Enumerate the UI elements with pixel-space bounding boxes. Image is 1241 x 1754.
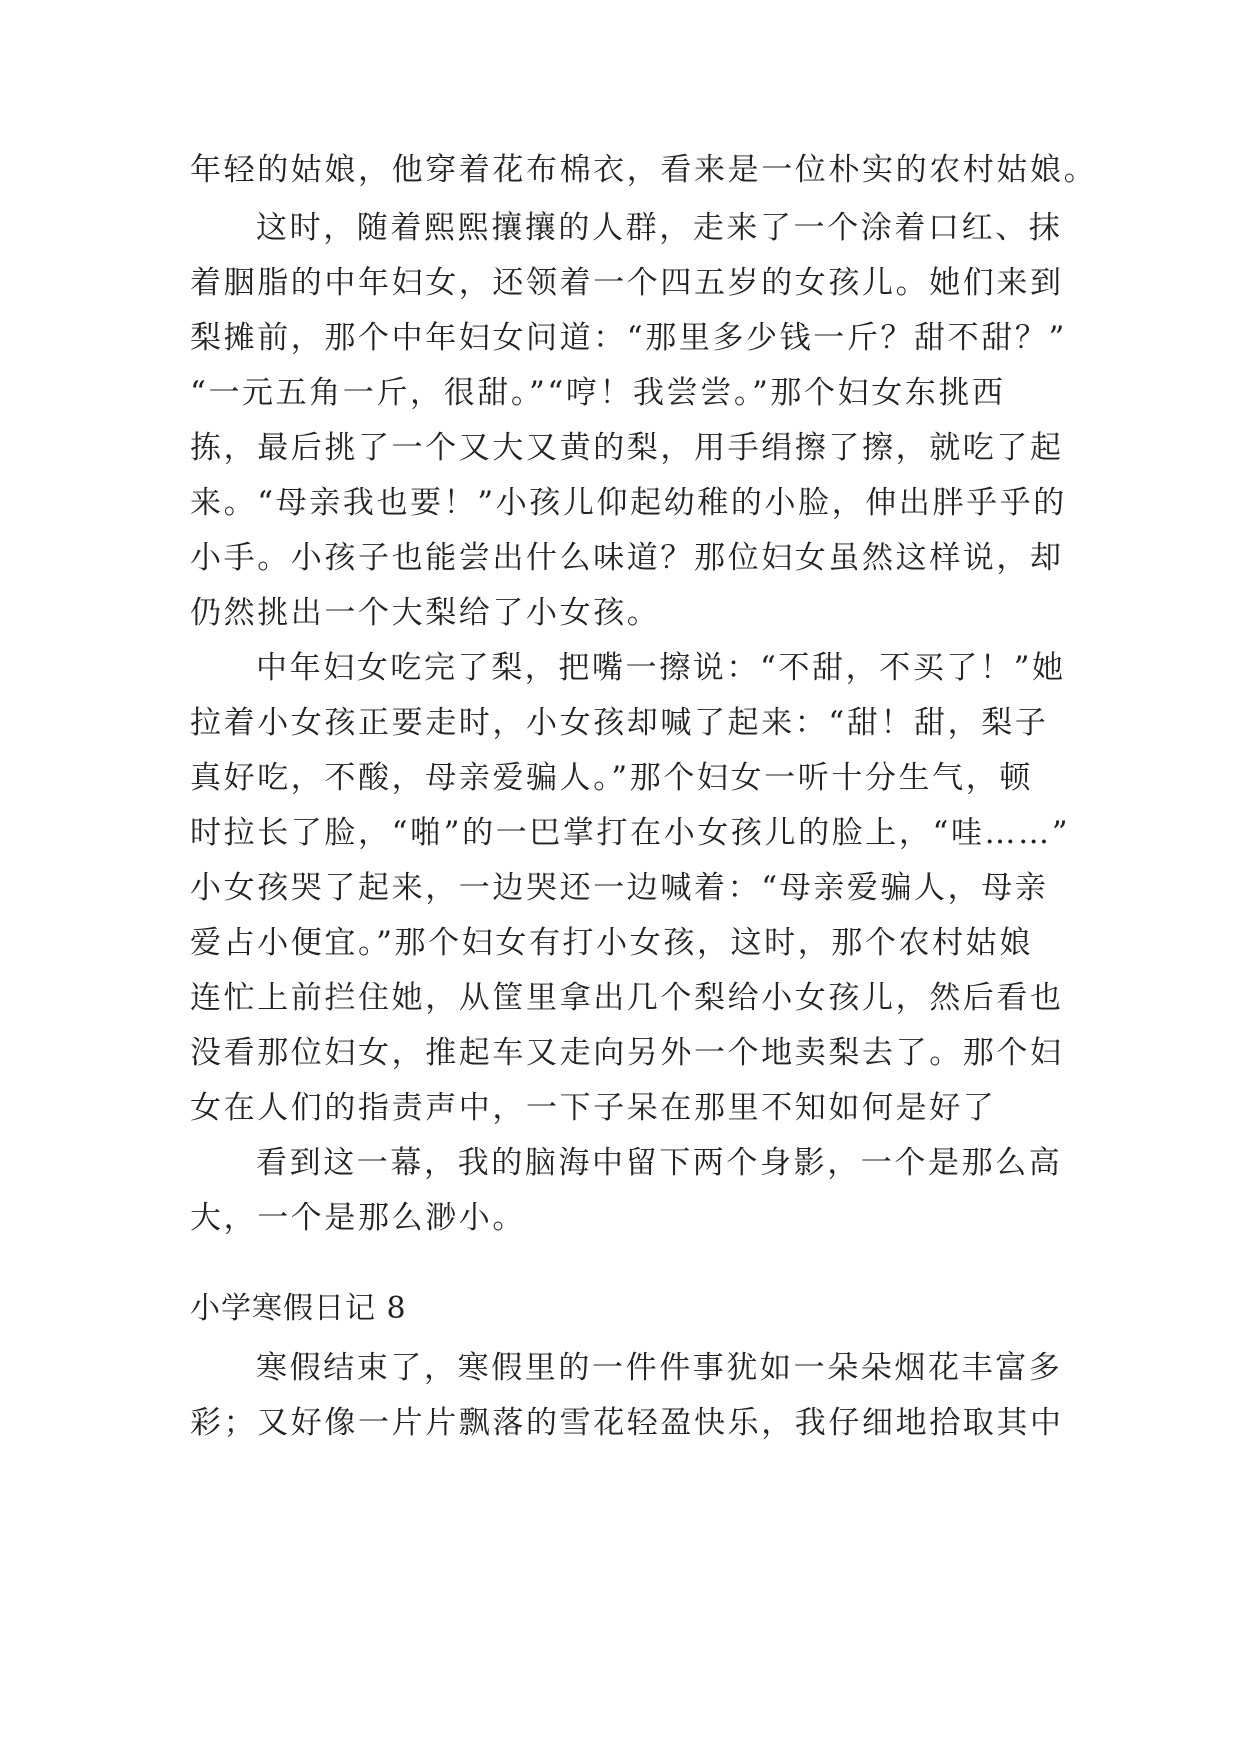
text-line: 没看那位妇女，推起车又走向另外一个地卖梨去了。那个妇 <box>190 1035 1064 1071</box>
text-line: 着胭脂的中年妇女，还领着一个四五岁的女孩儿。她们来到 <box>190 265 1064 301</box>
text-line: 拣，最后挑了一个又大又黄的梨，用手绢擦了擦，就吃了起 <box>190 430 1064 466</box>
text-line: 大，一个是那么渺小。 <box>190 1200 526 1236</box>
paragraph-first-line: 看到这一幕，我的脑海中留下两个身影，一个是那么高 <box>256 1145 1063 1181</box>
text-line: 拉着小女孩正要走时，小女孩却喊了起来：“甜！甜，梨子 <box>190 705 1049 741</box>
text-line: 时拉长了脸，“啪”的一巴掌打在小女孩儿的脸上，“哇……” <box>190 815 1071 851</box>
text-line: 来。“母亲我也要！”小孩儿仰起幼稚的小脸，伸出胖乎乎的 <box>190 485 1067 521</box>
text-line: 真好吃，不酸，母亲爱骗人。”那个妇女一听十分生气，顿 <box>190 760 1033 796</box>
text-line: 爱占小便宜。”那个妇女有打小女孩，这时，那个农村姑娘 <box>190 925 1033 961</box>
text-line: 女在人们的指责声中，一下子呆在那里不知如何是好了 <box>190 1090 997 1126</box>
paragraph-first-line: 寒假结束了，寒假里的一件件事犹如一朵朵烟花丰富多 <box>256 1350 1063 1386</box>
section-title: 小学寒假日记 8 <box>190 1291 407 1326</box>
paragraph-first-line: 中年妇女吃完了梨，把嘴一擦说：“不甜，不买了！”她 <box>256 650 1066 686</box>
paragraph-first-line: 这时，随着熙熙攘攘的人群，走来了一个涂着口红、抹 <box>256 210 1063 246</box>
text-line: 年轻的姑娘，他穿着花布棉衣，看来是一位朴实的农村姑娘。 <box>190 152 1098 188</box>
text-line: 连忙上前拦住她，从筐里拿出几个梨给小女孩儿，然后看也 <box>190 980 1064 1016</box>
text-line: 彩；又好像一片片飘落的雪花轻盈快乐，我仔细地拾取其中 <box>190 1405 1064 1441</box>
text-line: 小女孩哭了起来，一边哭还一边喊着：“母亲爱骗人，母亲 <box>190 870 1049 906</box>
text-line: 仍然挑出一个大梨给了小女孩。 <box>190 595 661 631</box>
text-line: “一元五角一斤，很甜。”“哼！我尝尝。”那个妇女东挑西 <box>190 375 1006 411</box>
text-line: 梨摊前，那个中年妇女问道：“那里多少钱一斤？甜不甜？” <box>190 320 1067 356</box>
text-line: 小手。小孩子也能尝出什么味道？那位妇女虽然这样说，却 <box>190 540 1064 576</box>
